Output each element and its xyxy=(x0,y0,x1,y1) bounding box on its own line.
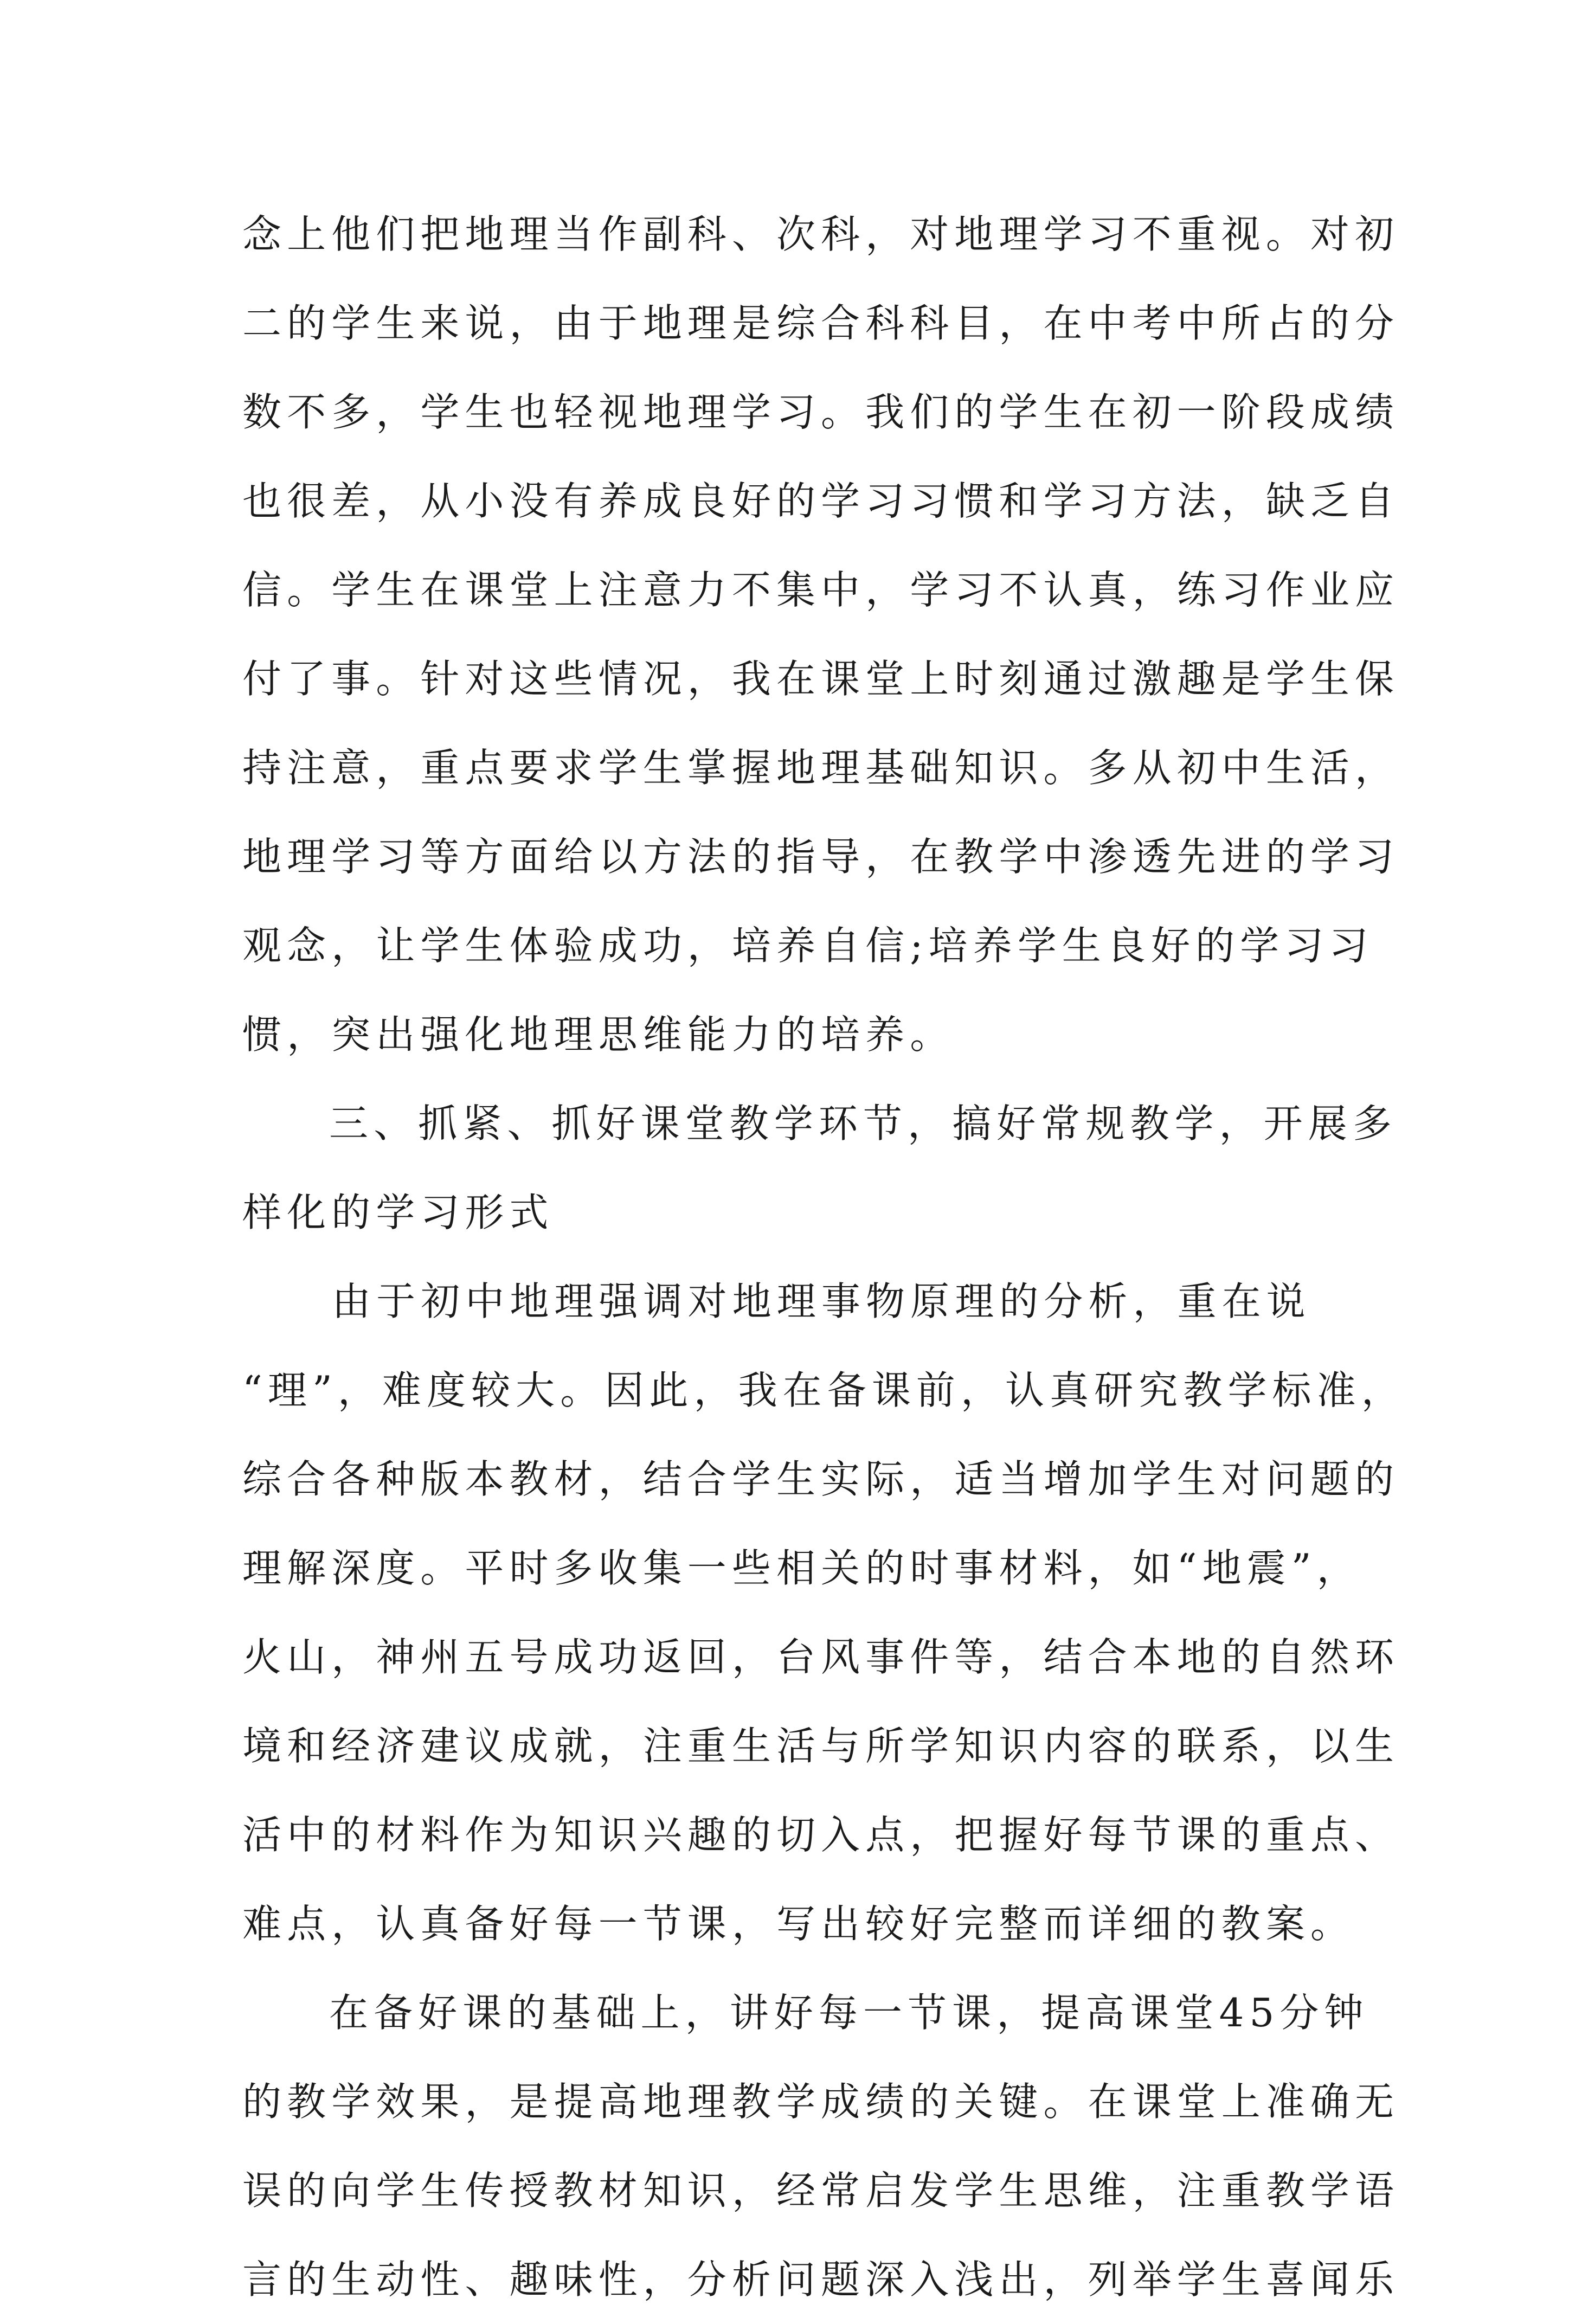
text-line: 理解深度。平时多收集一些相关的时事材料，如“地震”， xyxy=(242,1545,1361,1591)
body-text xyxy=(242,190,1406,2324)
text-line: 二的学生来说，由于地理是综合科科目，在中考中所占的分 xyxy=(242,300,1400,346)
text-line: 惯，突出强化地理思维能力的培养。 xyxy=(242,1012,955,1057)
text-line: 误的向学生传授教材知识，经常启发学生思维，注重教学语 xyxy=(242,2168,1400,2213)
section-heading-line: 三、抓紧、抓好课堂教学环节，搞好常规教学，开展多 xyxy=(329,1101,1397,1146)
text-line: 综合各种版本教材，结合学生实际，适当增加学生对问题的 xyxy=(242,1456,1400,1502)
text-line: 也很差，从小没有养成良好的学习习惯和学习方法，缺乏自 xyxy=(242,478,1400,524)
text-line: 难点，认真备好每一节课，写出较好完整而详细的教案。 xyxy=(242,1901,1355,1947)
text-line: 火山，神州五号成功返回，台风事件等，结合本地的自然环 xyxy=(242,1634,1400,1680)
text-line: 持注意，重点要求学生掌握地理基础知识。多从初中生活， xyxy=(242,745,1400,791)
text-line: 地理学习等方面给以方法的指导，在教学中渗透先进的学习 xyxy=(242,834,1400,879)
text-line: 念上他们把地理当作副科、次科，对地理学习不重视。对初 xyxy=(242,211,1400,257)
text-line: 境和经济建议成就，注重生活与所学知识内容的联系，以生 xyxy=(242,1723,1400,1769)
text-line: 信。学生在课堂上注意力不集中，学习不认真，练习作业应 xyxy=(242,567,1400,613)
text-line: 数不多，学生也轻视地理学习。我们的学生在初一阶段成绩 xyxy=(242,389,1400,435)
text-line: 观念，让学生体验成功，培养自信;培养学生良好的学习习 xyxy=(242,923,1374,968)
text-line: 的教学效果，是提高地理教学成绩的关键。在课堂上准确无 xyxy=(242,2079,1400,2124)
text-line: “理”，难度较大。因此，我在备课前，认真研究教学标准， xyxy=(242,1368,1406,1413)
text-line: 付了事。针对这些情况，我在课堂上时刻通过激趣是学生保 xyxy=(242,656,1400,702)
text-line: 活中的材料作为知识兴趣的切入点，把握好每节课的重点、 xyxy=(242,1812,1400,1858)
section-heading-line: 样化的学习形式 xyxy=(242,1190,554,1235)
text-line: 由于初中地理强调对地理事物原理的分析，重在说 xyxy=(332,1279,1311,1324)
text-line: 在备好课的基础上，讲好每一节课，提高课堂45分钟 xyxy=(329,1990,1369,2036)
text-line: 言的生动性、趣味性，分析问题深入浅出，列举学生喜闻乐 xyxy=(242,2257,1400,2302)
